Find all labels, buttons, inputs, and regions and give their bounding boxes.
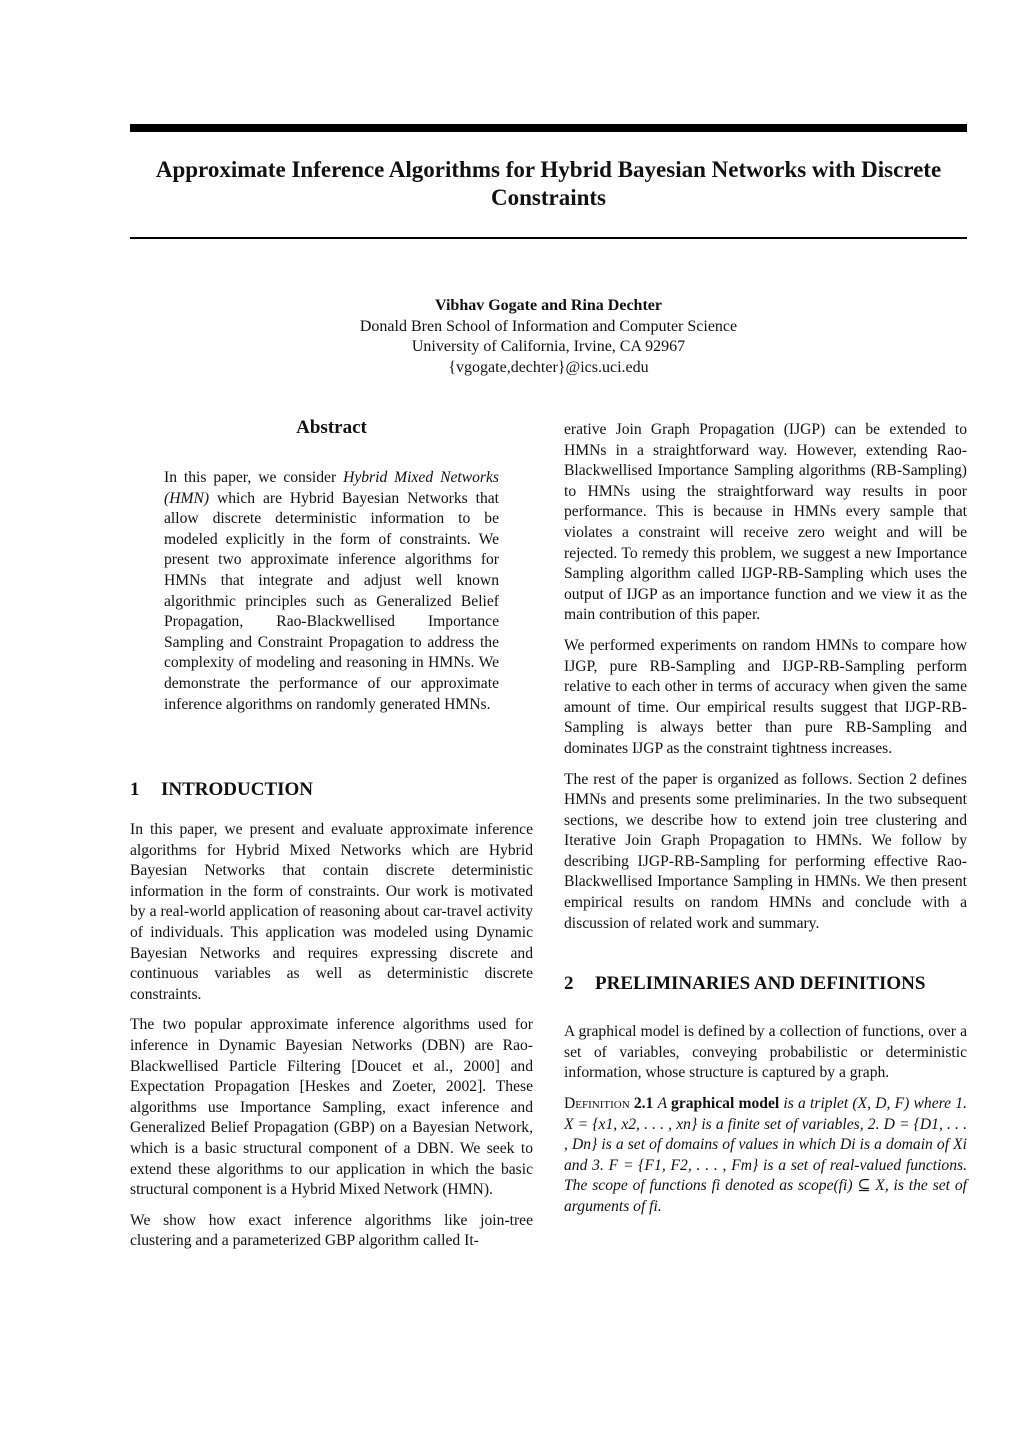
definition-2-1 [564, 1094, 967, 1218]
section-1-number: 1 [130, 779, 140, 800]
author-names: Vibhav Gogate and Rina Dechter [435, 297, 662, 314]
address: University of California, Irvine, CA 92967 [411, 338, 686, 355]
affiliation: Donald Bren School of Information and Computer Science [359, 317, 738, 335]
definition-text-2: is a triplet [779, 1095, 853, 1113]
section-2-heading [564, 972, 967, 996]
definition-term: graphical model [671, 1095, 780, 1113]
definition-text-4: is a finite set of variables, 2. [697, 1115, 884, 1133]
paper-title: Approximate Inference Algorithms for Hybrid Bayesian Networks with Discrete Constraints [155, 157, 942, 210]
abstract-text-post: which are Hybrid Bayesian Networks that allow discrete deterministic information to be modeled explicitly in the form of constraints. We present two approximate inference algorithms for HMNs that integrate and adjust well known algorithmic principles such as Generalized Belief Propagation, Rao-Blackwellised Importance Sampling and Constraint Propagation to address the complexity of modeling and reasoning in HMNs. We demonstrate the performance of our approximate inference algorithms on randomly generated HMNs. [164, 489, 499, 713]
definition-number: 2.1 [633, 1095, 654, 1113]
definition-text-3: where 1. [909, 1095, 967, 1113]
section-1-title: INTRODUCTION [161, 779, 314, 800]
abstract-text-pre: In this paper, we consider [164, 469, 344, 486]
intro-paragraph-5: We performed experiments on random HMNs to compare how IJGP, pure RB-Sampling and IJGP-RB-Sampling perform relative to each other in terms of accuracy when given the same amount of time. Our empirical results suggest that IJGP-RB-Sampling is always better than pure RB-Sampling and dominates IJGP as the constraint tightness increases. [564, 636, 967, 757]
right-column [564, 420, 967, 1228]
abstract-body [164, 468, 499, 715]
intro-paragraph-1: In this paper, we present and evaluate approximate inference algorithms for Hybrid Mixed Networks which are Hybrid Bayesian Networks that contain discrete deterministic information in the form of constraints. Our work is motivated by a real-world application of reasoning about car-travel activity of individuals. This application was modeled using Dynamic Bayesian Networks and requires expressing discrete and continuous variables as well as deterministic discrete constraints. [130, 821, 533, 1003]
definition-f-set: F = {F1, F2, . . . , Fm} [608, 1156, 759, 1174]
section-2-title: PRELIMINARIES AND DEFINITIONS [595, 973, 926, 995]
definition-text-5: is a set of domains of values in which Di is a domain of Xi and 3. [564, 1136, 967, 1174]
author-block [130, 296, 967, 378]
definition-label: Definition [564, 1095, 630, 1113]
definition-triplet: (X, D, F) [852, 1095, 910, 1113]
prelim-paragraph-1: A graphical model is defined by a collection of functions, over a set of variables, conveying probabilistic or deterministic information, whose structure is captured by a graph. [564, 1023, 967, 1082]
email: {vgogate,dechter}@ics.uci.edu [448, 358, 649, 376]
definition-x-set: X = {x1, x2, . . . , xn} [564, 1115, 698, 1133]
title-bottom-rule [130, 237, 967, 239]
intro-paragraph-3: We show how exact inference algorithms like join-tree clustering and a parameterized GBP algorithm called It- [130, 1211, 533, 1250]
definition-d-set: D = {D1, . . . , Dn} [564, 1115, 967, 1154]
intro-paragraph-6: The rest of the paper is organized as follows. Section 2 defines HMNs and presents some preliminaries. In the two subsequent sections, we describe how to extend join tree clustering and Iterative Join Graph Propagation to HMNs. We follow by describing IJGP-RB-Sampling for performing effective Rao-Blackwellised Importance Sampling in HMNs. We then present empirical results on random HMNs and conclude with a discussion of related work and summary. [564, 770, 967, 932]
section-1-heading [130, 778, 313, 802]
intro-paragraph-2: The two popular approximate inference algorithms used for inference in Dynamic Bayesian Networks (DBN) are Rao-Blackwellised Particle Filtering [Doucet et al., 2000] and Expectation Propagation [Heskes and Zoeter, 2002]. These algorithms use Importance Sampling, exact inference and Generalized Belief Propagation (GBP) on a Bayesian Network, which is a basic structural component of a DBN. We seek to extend these algorithms to our application in which the basic structural component is a Hybrid Mixed Network (HMN). [130, 1016, 533, 1199]
left-column [130, 820, 533, 1262]
title-top-rule [130, 124, 967, 132]
definition-text-6: is a set of real-valued functions. The scope of functions fi denoted as scope(fi) ⊆ X, is the set of arguments of fi. [564, 1156, 967, 1215]
abstract-heading: Abstract [296, 417, 367, 438]
intro-paragraph-4: erative Join Graph Propagation (IJGP) can be extended to HMNs in a straightforward way. However, extending Rao-Blackwellised Importance Sampling algorithms (RB-Sampling) to HMNs using the straightforward way results in poor performance. This is because in HMNs every sample that violates a constraint will receive zero weight and will be rejected. To remedy this problem, we suggest a new Importance Sampling algorithm called IJGP-RB-Sampling which uses the output of IJGP as an importance function and we view it as the main contribution of this paper. [564, 421, 967, 624]
abstract-term-hmn: Hybrid Mixed Networks (HMN) [164, 469, 499, 507]
section-2-number: 2 [564, 973, 574, 995]
definition-text-1: A [657, 1095, 672, 1113]
